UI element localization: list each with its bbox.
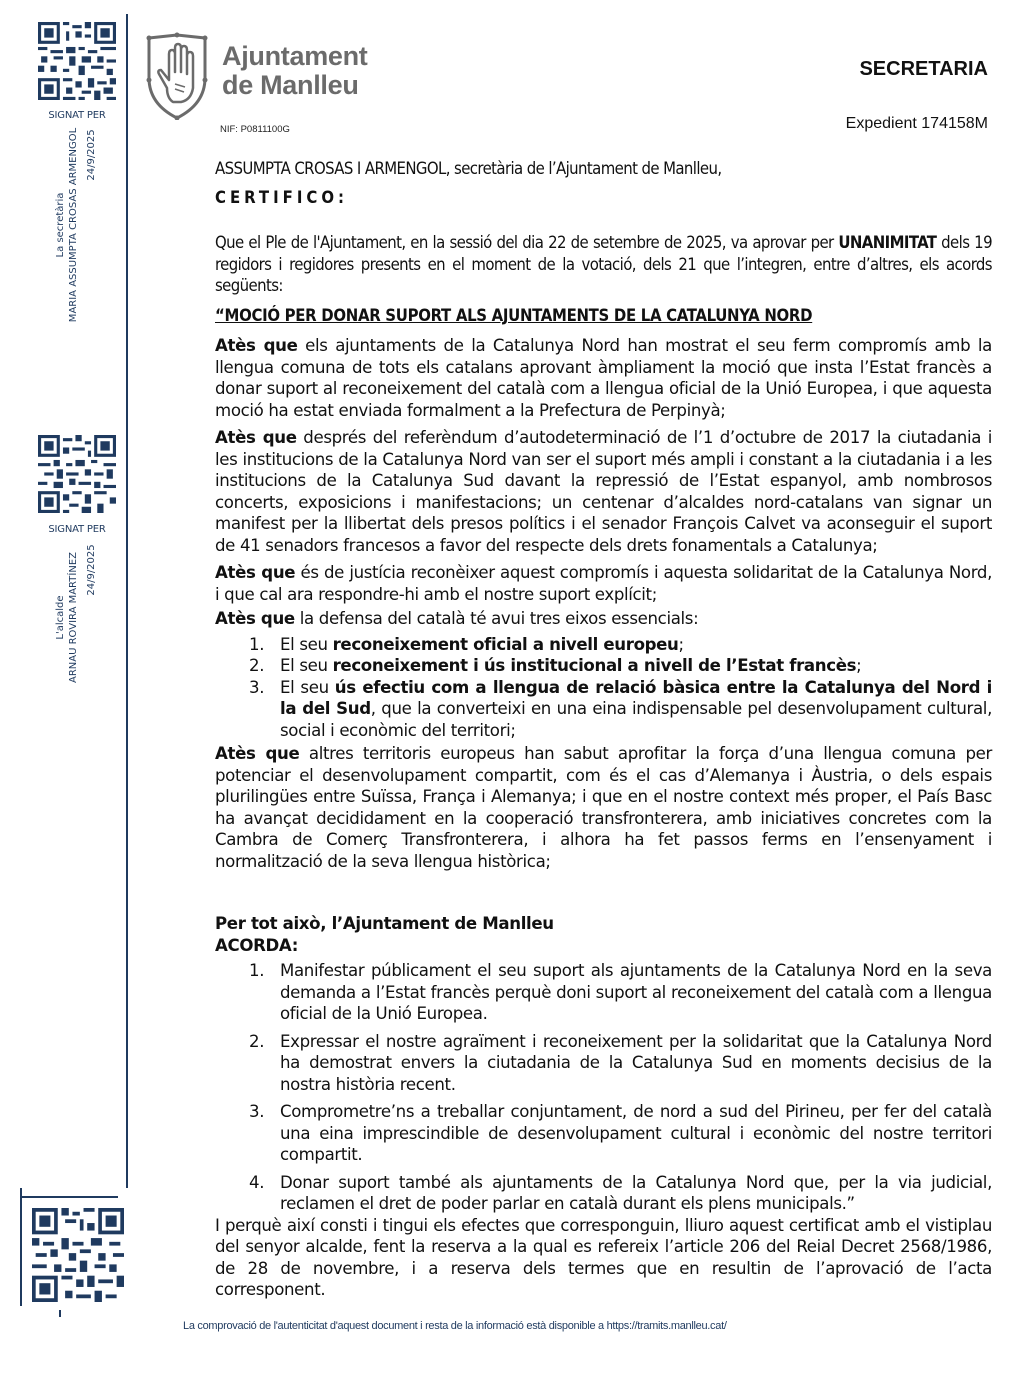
item-number: 3. [249,1102,265,1121]
axis-post: , que la converteixi en una eina indispensable pel desenvolupament cultural, social i econòmic del territori; [280,699,992,740]
signer-2-date-wrap [86,540,98,600]
resolution-section [215,913,992,1301]
signer-2-block [55,535,80,700]
agreement-text: Manifestar públicament el seu suport als ajuntaments de la Catalunya Nord en la seva demanda a l’Estat francès perquè doni suport al reconeixement del català com a llengua oficial de la Unió Europea. [280,961,992,1023]
ates-label: Atès que [215,609,295,628]
signer-2-name: ARNAU ROVIRA MARTÍNEZ [68,552,79,684]
axis-bold: ús efectiu com a llengua de relació bàsica entre la Catalunya del Nord i la del Sud [280,677,992,718]
signer-2-role: L'alcalde [55,595,66,640]
signer-1-block [55,125,80,325]
signed-by-label: SIGNAT PER [48,524,106,535]
axis-post: ; [856,656,862,675]
agreement-item [215,1172,992,1215]
item-number: 1. [249,961,265,980]
verification-notice: La comprovació de l'autenticitat d'aquest document i resta de la informació està disponible a https://tramits.manlleu.cat/ [183,1320,727,1332]
signature-qr-code-secretary [38,22,116,100]
consideration-text: després del referèndum d’autodeterminació de l’1 d’octubre de 2017 la ciutadania i les institucions de la Catalunya Nord van ser el suport més ampli i constant a la ciutadania i a les institucions de la Catalunya Sud davant la repressió de l’Estat espanyol, amb nombrosos concerts, exposicions i manifestacions; un centenar d’alcaldes nord-catalans van signar un manifest per la llibertat dels presos polítics i el senador François Calvet va aconseguir el suport de 41 senadors francesos a favor del respecte dels drets fonamentals a Catalunya; [215,428,992,555]
axis-pre: El seu [280,677,335,697]
per-tot-heading [215,913,992,935]
ates-label: Atès que [215,563,296,582]
agreement-text: Donar suport també als ajuntaments de la Catalunya Nord que, per la via judicial, reclamen el dret de poder parlar en català durant els plens municipals.” [280,1172,992,1213]
approval-text-a: Que el Ple de l'Ajuntament, en la sessió del dia 22 de setembre de 2025, va aprovar per [215,233,839,252]
consideration-4 [215,608,992,630]
agreement-item [215,1031,992,1096]
per-tot-text: Per tot això, l’Ajuntament de Manlleu [215,914,554,933]
department-title: SECRETARIA [859,58,988,80]
qr-box-tick [59,1310,61,1317]
signer-2-date: 24/9/2025 [86,544,97,596]
consideration-text: és de justícia reconèixer aquest compromís i aquesta solidaritat de la Catalunya Nord, i que cal ara respondre-hi amb el nostre suport explícit; [215,563,992,604]
qr-box-top-line [20,1196,118,1198]
axis-pre: El seu [280,634,333,654]
unanimity-label: UNANIMITAT [838,233,937,252]
signer-1-role: La secretària [55,192,66,258]
axis-post: ; [678,634,684,654]
tax-id: NIF: P0811100G [220,124,290,135]
item-number: 4. [249,1172,265,1192]
approval-text-b: dels 19 regidors i regidores presents en el moment de la votació, dels 21 que l’integren, entre d’altres, els acords següents: [215,233,992,295]
item-number: 2. [249,656,265,675]
approval-paragraph [215,232,992,297]
agreement-text: Comprometre’ns a treballar conjuntament, de nord a sud del Pirineu, per fer del català una eina imprescindible de desenvolupament cultural i econòmic del nostre territori compartit. [280,1102,992,1164]
margin-divider-line [126,14,128,1188]
ates-label: Atès que [215,744,300,763]
axis-pre: El seu [280,656,333,675]
consideration-text: la defensa del català té avui tres eixos essencials: [294,609,699,628]
signature-qr-code-mayor [38,435,116,513]
acorda-heading [215,935,992,957]
axis-item [215,655,992,677]
axis-item [215,634,992,656]
organization-logo-text [222,42,368,100]
consideration-text: altres territoris europeus han sabut aprofitar la força d’una llengua comuna per potenciar el desenvolupament compartit, com és el cas d’Alemanya i Àustria, o dels espais plurilingües entre Suïssa, França i Alemanya; i que en el nostre context més proper, el País Basc ha avançat decididament en la cooperació transfronterera, amb iniciatives concretes com la Cambra de Comerç Transfronterera, i alhora ha fet passos ferms en l’ensenyament i normalització de la seva llengua històrica; [215,744,992,871]
agreement-text: Expressar el nostre agraïment i reconeixement per la solidaritat que la Catalunya Nord ha demostrat envers la ciutadania de la Catalunya Sud en moments decisius de la nostra història recent. [280,1031,992,1094]
closing-paragraph: I perquè així consti i tingui els efectes que corresponguin, lliuro aquest certificat amb el vistiplau del senyor alcalde, fent la reserva a la qual es refereix l’article 206 del Reial Decret 2568/1986, de 28 de novembre, i a reserva dels termes que en resultin de l’aprovació de l’acta corresponent. [215,1215,992,1299]
axis-bold: reconeixement oficial a nivell europeu [332,634,679,654]
intro-text: ASSUMPTA CROSAS I ARMENGOL, secretària de l’Ajuntament de Manlleu, [215,159,722,178]
qr-code-icon [38,22,116,100]
axis-item [215,677,992,742]
certifico-heading: CERTIFICO: [215,188,349,207]
item-number: 2. [249,1031,265,1051]
ates-label: Atès que [215,336,298,355]
ates-label: Atès que [215,428,297,447]
consideration-2 [215,427,992,556]
signer-1-date-wrap [86,125,98,185]
item-number: 1. [249,634,265,654]
certifier-intro [215,158,992,180]
consideration-5 [215,743,992,872]
agreement-item [215,1101,992,1166]
qr-box-left-line [20,1188,22,1306]
signer-1-date: 24/9/2025 [86,129,97,181]
org-name-line2: de Manlleu [222,70,359,100]
consideration-3 [215,562,992,605]
signed-by-label: SIGNAT PER [48,110,106,121]
agreements-list [215,960,992,1215]
coat-of-arms-hand-icon [145,32,210,120]
org-name-line1: Ajuntament [222,41,368,71]
consideration-1 [215,335,992,421]
axis-bold: reconeixement i ús institucional a nivell de l’Estat francès [332,656,857,675]
qr-code-icon [38,435,116,513]
item-number: 3. [249,677,265,697]
file-number: Expedient 174158M [845,115,988,132]
signer-1-name: MARIA ASSUMPTA CROSAS ARMENGOL [68,127,79,323]
agreement-item [215,960,992,1025]
considerations-section [215,335,992,872]
acorda-text: ACORDA: [215,935,299,955]
language-axes-list [215,634,992,742]
motion-title: “MOCIÓ PER DONAR SUPORT ALS AJUNTAMENTS DE LA CATALUNYA NORD [215,306,813,325]
consideration-text: els ajuntaments de la Catalunya Nord han mostrat el seu ferm compromís amb la llengua comuna de tots els catalans aprovant àmpliament la moció que insta l’Estat francès a donar suport al reconeixement del català com a llengua oficial de la Unió Europea, i que aquesta moció ha estat enviada formalment a la Prefectura de Perpinyà; [215,336,992,420]
verification-qr-code [32,1208,124,1302]
qr-code-icon [32,1208,124,1302]
